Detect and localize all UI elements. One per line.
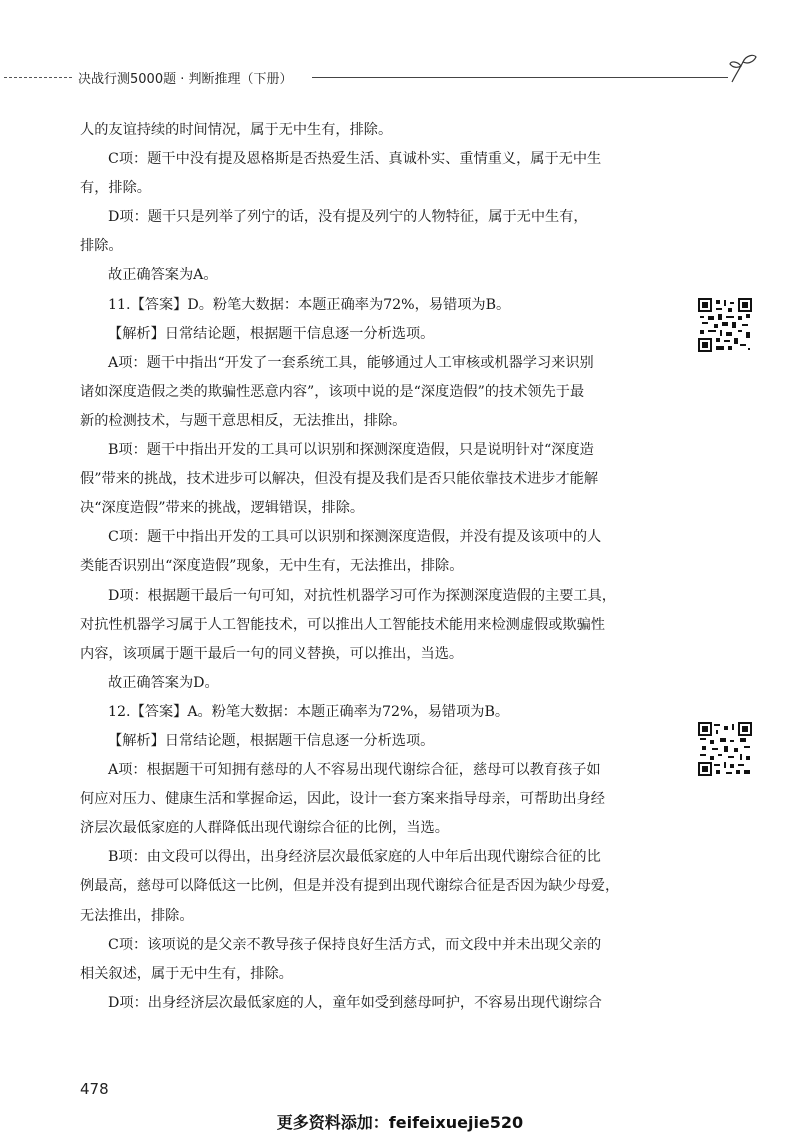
text-line: 假”带来的挑战，技术进步可以解决，但没有提及我们是否只能依靠技术进步才能解	[80, 471, 599, 488]
text-line: 济层次最低家庭的人群降低出现代谢综合征的比例，当选。	[80, 820, 449, 837]
text-line: 何应对压力、健康生活和掌握命运，因此，设计一套方案来指导母亲，可帮助出身经	[80, 791, 605, 808]
text-line: A项：题干中指出“开发了一套系统工具，能够通过人工审核或机器学习来识别	[108, 354, 594, 371]
book-title: 决战行测5000题 · 判断推理（下册）	[78, 72, 293, 87]
qr-code-icon[interactable]	[698, 298, 752, 352]
text-line: C项：题干中指出开发的工具可以识别和探测深度造假，并没有提及该项中的人	[108, 529, 602, 546]
text-line: 内容，该项属于题干最后一句的同义替换，可以推出，当选。	[80, 645, 464, 662]
page-header	[0, 66, 800, 90]
text-line: 相关叙述，属于无中生有，排除。	[80, 965, 293, 982]
text-line: 对抗性机器学习属于人工智能技术，可以推出人工智能技术能用来检测虚假或欺骗性	[80, 616, 605, 633]
text-line: A项：根据题干可知拥有慈母的人不容易出现代谢综合征，慈母可以教育孩子如	[108, 762, 601, 779]
page-number: 478	[80, 1080, 109, 1098]
analysis-line-11: 【解析】日常结论题，根据题干信息逐一分析选项。	[108, 325, 435, 342]
text-line: 人的友谊持续的时间情况，属于无中生有，排除。	[80, 122, 393, 138]
answer-explanation-body	[80, 116, 670, 1018]
text-line: C项：题干中没有提及恩格斯是否热爱生活、真诚朴实、重情重义，属于无中生	[108, 151, 602, 168]
text-line: 新的检测技术，与题干意思相反，无法推出，排除。	[80, 412, 407, 429]
text-line: D项：根据题干最后一句可知，对抗性机器学习可作为探测深度造假的主要工具，	[108, 587, 616, 604]
answer-line-12: 12.【答案】A。粉笔大数据：本题正确率为72%，易错项为B。	[108, 703, 510, 720]
text-line: 例最高，慈母可以降低这一比例，但是并没有提到出现代谢综合征是否因为缺少母爱，	[80, 878, 620, 895]
text-line: 有，排除。	[80, 180, 151, 197]
header-rule	[312, 77, 728, 78]
text-line: 决“深度造假”带来的挑战，逻辑错误，排除。	[80, 500, 365, 517]
text-line: D项：题干只是列举了列宁的话，没有提及列宁的人物特征，属于无中生有，	[108, 209, 588, 226]
qr-code-icon[interactable]	[698, 722, 752, 776]
text-line: C项：该项说的是父亲不教导孩子保持良好生活方式，而文段中并未出现父亲的	[108, 936, 602, 953]
text-line: 故正确答案为A。	[108, 267, 218, 284]
text-line: D项：出身经济层次最低家庭的人，童年如受到慈母呵护，不容易出现代谢综合	[108, 994, 602, 1011]
text-line: B项：由文段可以得出，出身经济层次最低家庭的人中年后出现代谢综合征的比	[108, 849, 601, 866]
analysis-line-12: 【解析】日常结论题，根据题干信息逐一分析选项。	[108, 732, 435, 749]
answer-line-11: 11.【答案】D。粉笔大数据：本题正确率为72%，易错项为B。	[108, 296, 511, 313]
text-line: 故正确答案为D。	[108, 674, 219, 691]
text-line: 诸如深度造假之类的欺骗性恶意内容”，该项中说的是“深度造假”的技术领先于最	[80, 383, 585, 400]
leaf-sprout-icon	[728, 52, 758, 84]
header-dashed-rule	[4, 77, 72, 78]
text-line: 类能否识别出“深度造假”现象，无中生有，无法推出，排除。	[80, 558, 464, 575]
text-line: B项：题干中指出开发的工具可以识别和探测深度造假，只是说明针对“深度造	[108, 442, 594, 459]
text-line: 无法推出，排除。	[80, 907, 194, 924]
footer-note: 更多资料添加：feifeixuejie520	[276, 1113, 524, 1132]
text-line: 排除。	[80, 238, 123, 255]
